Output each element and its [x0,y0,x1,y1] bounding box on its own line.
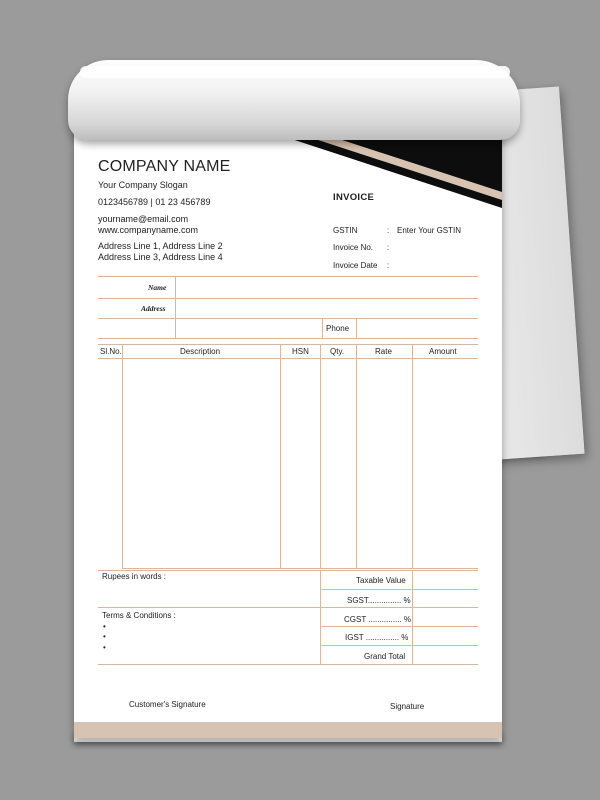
invoice-no-colon: : [387,243,390,252]
igst-label: IGST ............... % [345,633,409,642]
signature-label: Signature [390,702,425,711]
terms-bullet: • [103,643,106,652]
col-header-description: Description [180,347,221,356]
company-email: yourname@email.com [98,214,189,224]
cgst-label: CGST ............... % [344,615,411,624]
company-phone: 0123456789 | 01 23 456789 [98,197,211,207]
invoice-no-label: Invoice No. [333,243,374,252]
divider [322,318,323,338]
company-website: www.companyname.com [98,225,199,235]
divider [98,570,478,571]
terms-bullet: • [103,632,106,641]
divider [356,318,357,338]
col-header-hsn: HSN [292,347,309,356]
terms-label: Terms & Conditions : [102,611,176,620]
name-label: Name [148,283,167,292]
col-header-rate: Rate [375,347,392,356]
company-name: COMPANY NAME [98,158,231,175]
divider [320,626,478,627]
roll-highlight [80,66,510,78]
invoice-date-colon: : [387,261,390,270]
divider [98,318,478,319]
table-header-border [98,358,478,359]
table-col-divider [320,344,321,568]
phone-label: Phone [326,324,350,333]
gstin-label: GSTIN [333,226,358,235]
table-top-border [98,344,478,345]
invoice-date-label: Invoice Date [333,261,378,270]
divider [175,276,176,338]
sgst-label: SGST............... % [347,596,411,605]
table-col-divider [280,344,281,568]
table-col-divider [356,344,357,568]
col-header-slno: Sl.No. [100,347,122,356]
table-col-divider [122,344,123,568]
footer-band [74,722,502,738]
grand-total-label: Grand Total [364,652,406,661]
divider [320,589,478,590]
gstin-value[interactable]: Enter Your GSTIN [397,226,462,235]
invoice-page [74,130,502,738]
invoice-title: INVOICE [333,192,375,203]
divider [412,570,413,664]
company-slogan: Your Company Slogan [98,180,188,190]
table-bottom-border [122,568,478,569]
rupees-in-words-label: Rupees in words : [102,572,167,581]
taxable-value-label: Taxable Value [356,576,406,585]
col-header-qty: Qty. [330,347,345,356]
customer-signature-label: Customer's Signature [129,700,206,709]
terms-bullet: • [103,622,106,631]
divider [320,570,321,664]
col-header-amount: Amount [429,347,457,356]
divider [98,338,478,339]
gstin-colon: : [387,226,390,235]
divider [320,645,478,646]
company-address-line-2: Address Line 3, Address Line 4 [98,252,223,262]
address-label: Address [141,304,166,313]
divider [98,298,478,299]
divider [98,276,478,277]
table-col-divider [412,344,413,568]
divider [98,607,478,608]
company-address-line-1: Address Line 1, Address Line 2 [98,241,223,251]
divider [98,664,478,665]
